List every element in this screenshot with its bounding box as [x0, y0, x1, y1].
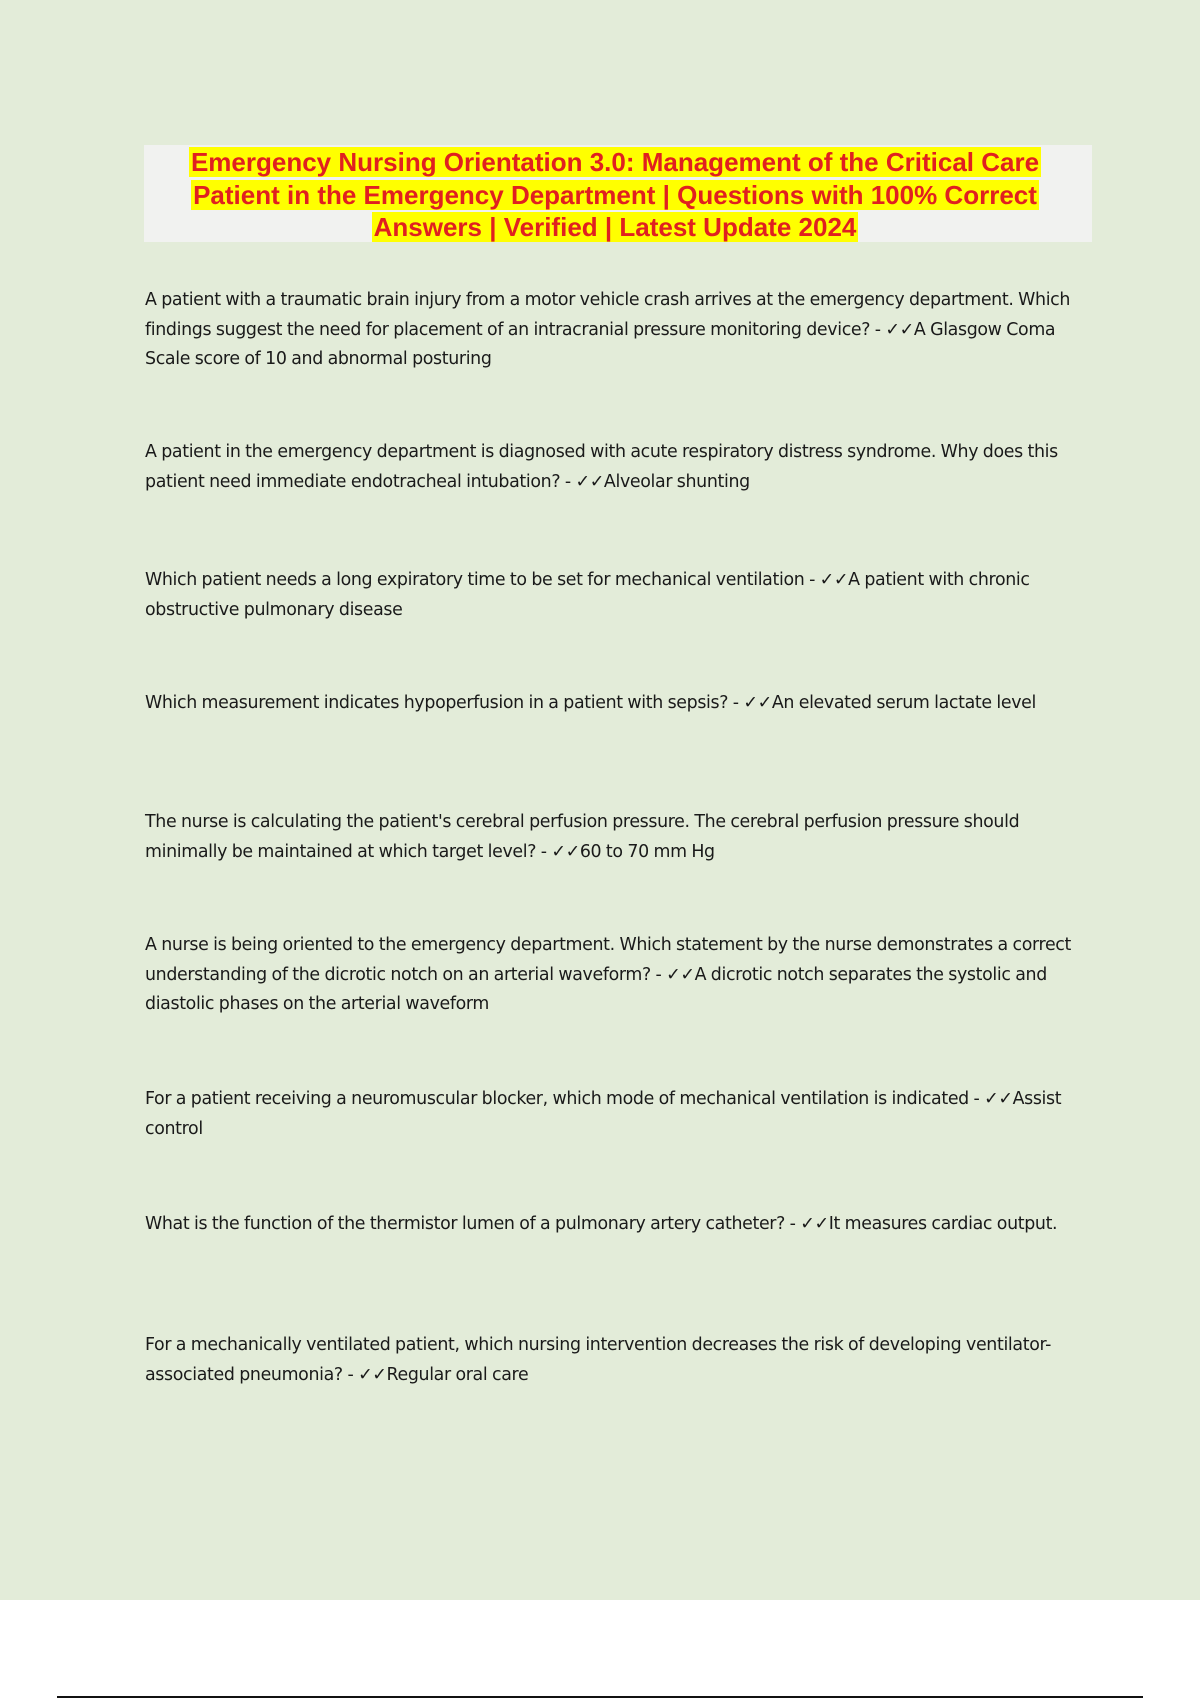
qa-item-2: A patient in the emergency department is diagnosed with acute respiratory distress syndrome. Why does this patient need immediate endotracheal intubation? - ✓✓Alveolar shunting — [145, 442, 1058, 492]
qa-item-1: A patient with a traumatic brain injury from a motor vehicle crash arrives at the emergency department. Which findings suggest the need for placement of an intracranial pressure monitoring device? - ✓✓A Glasgow Coma Scale score of 10 and abnormal posturing — [145, 290, 1071, 369]
document-title — [150, 146, 1080, 244]
title-line-3: Answers | Verified | Latest Update 2024 — [373, 212, 857, 242]
qa-item-5: The nurse is calculating the patient's cerebral perfusion pressure. The cerebral perfusion pressure should minimally be maintained at which target level? - ✓✓60 to 70 mm Hg — [145, 812, 1020, 862]
qa-item-8: What is the function of the thermistor lumen of a pulmonary artery catheter? - ✓✓It measures cardiac output. — [145, 1214, 1058, 1234]
title-line-2: Patient in the Emergency Department | Questions with 100% Correct — [193, 179, 1037, 210]
bottom-rule — [57, 1696, 1143, 1698]
qa-item-3: Which patient needs a long expiratory time to be set for mechanical ventilation - ✓✓A patient with chronic obstructive pulmonary disease — [145, 570, 1030, 620]
qa-item-4: Which measurement indicates hypoperfusion in a patient with sepsis? - ✓✓An elevated serum lactate level — [145, 693, 1037, 713]
qa-item-9: For a mechanically ventilated patient, which nursing intervention decreases the risk of developing ventilator-associated pneumonia? - ✓✓Regular oral care — [145, 1335, 1052, 1385]
qa-item-7: For a patient receiving a neuromuscular blocker, which mode of mechanical ventilation is indicated - ✓✓Assist control — [145, 1089, 1062, 1139]
title-line-1: Emergency Nursing Orientation 3.0: Management of the Critical Care — [190, 147, 1040, 177]
qa-item-6: A nurse is being oriented to the emergency department. Which statement by the nurse demonstrates a correct understanding of the dicrotic notch on an arterial waveform? - ✓✓A dicrotic notch separates the systolic and diastolic phases on the arterial waveform — [145, 935, 1071, 1014]
